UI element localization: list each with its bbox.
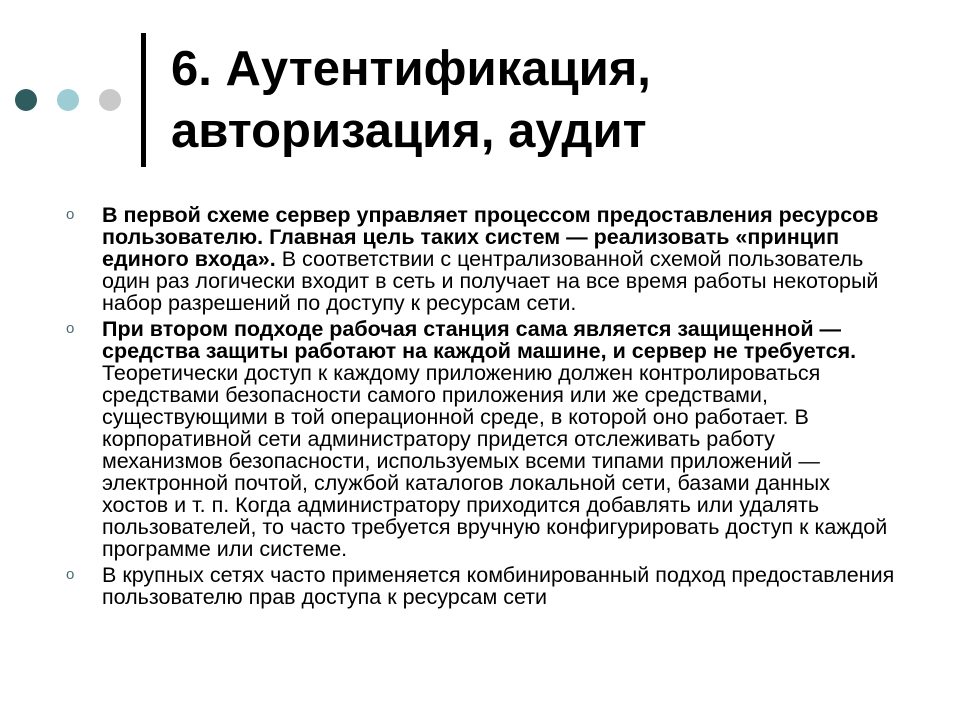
bullet-item-3: [66, 564, 896, 608]
dot-gray: [99, 89, 121, 111]
bullet-marker-icon: o: [66, 206, 75, 223]
title-line-2: авторизация, аудит: [171, 104, 647, 158]
bullet-item-1: [66, 204, 896, 314]
decorative-dots: [15, 89, 125, 113]
bullet-text: В соответствии с централизованной схемой пользователь один раз логически входит в сеть и получает на все время работы некоторый набор разрешений по доступу к ресурсам сети.: [102, 247, 879, 315]
dot-dark: [15, 89, 37, 111]
bullet-text: В крупных сетях часто применяется комбинированный подход предоставления пользователю прав доступа к ресурсам сети: [102, 563, 895, 609]
bullet-list: [66, 204, 896, 612]
bullet-text: Теоретически доступ к каждому приложению должен контролироваться средствами безопасности самого приложения или же средствами, существующими в той операционной среде, в которой оно работает. В корпоративной сети администратору придется отслеживать работу механизмов безопасности, используемых всеми типами приложений — электронной почтой, службой каталогов локальной сети, базами данных хостов и т. п. Когда администратору приходится добавлять или удалять пользователей, то часто требуется вручную конфигурировать доступ к каждой программе или системе.: [102, 361, 888, 561]
bullet-bold-text: В первой схеме сервер управляет процессом предоставления ресурсов пользователю. Главная цель таких систем — реализовать «принцип единого входа».: [102, 203, 879, 271]
title-divider: [141, 33, 146, 167]
bullet-marker-icon: o: [66, 566, 75, 583]
title-line-1: 6. Аутентификация,: [171, 42, 651, 96]
bullet-item-2: [66, 318, 896, 560]
slide-title: [171, 38, 911, 162]
bullet-bold-text: При втором подходе рабочая станция сама является защищенной — средства защиты работают на каждой машине, и сервер не требуется.: [102, 317, 857, 363]
bullet-marker-icon: o: [66, 320, 75, 337]
dot-teal: [57, 89, 79, 111]
